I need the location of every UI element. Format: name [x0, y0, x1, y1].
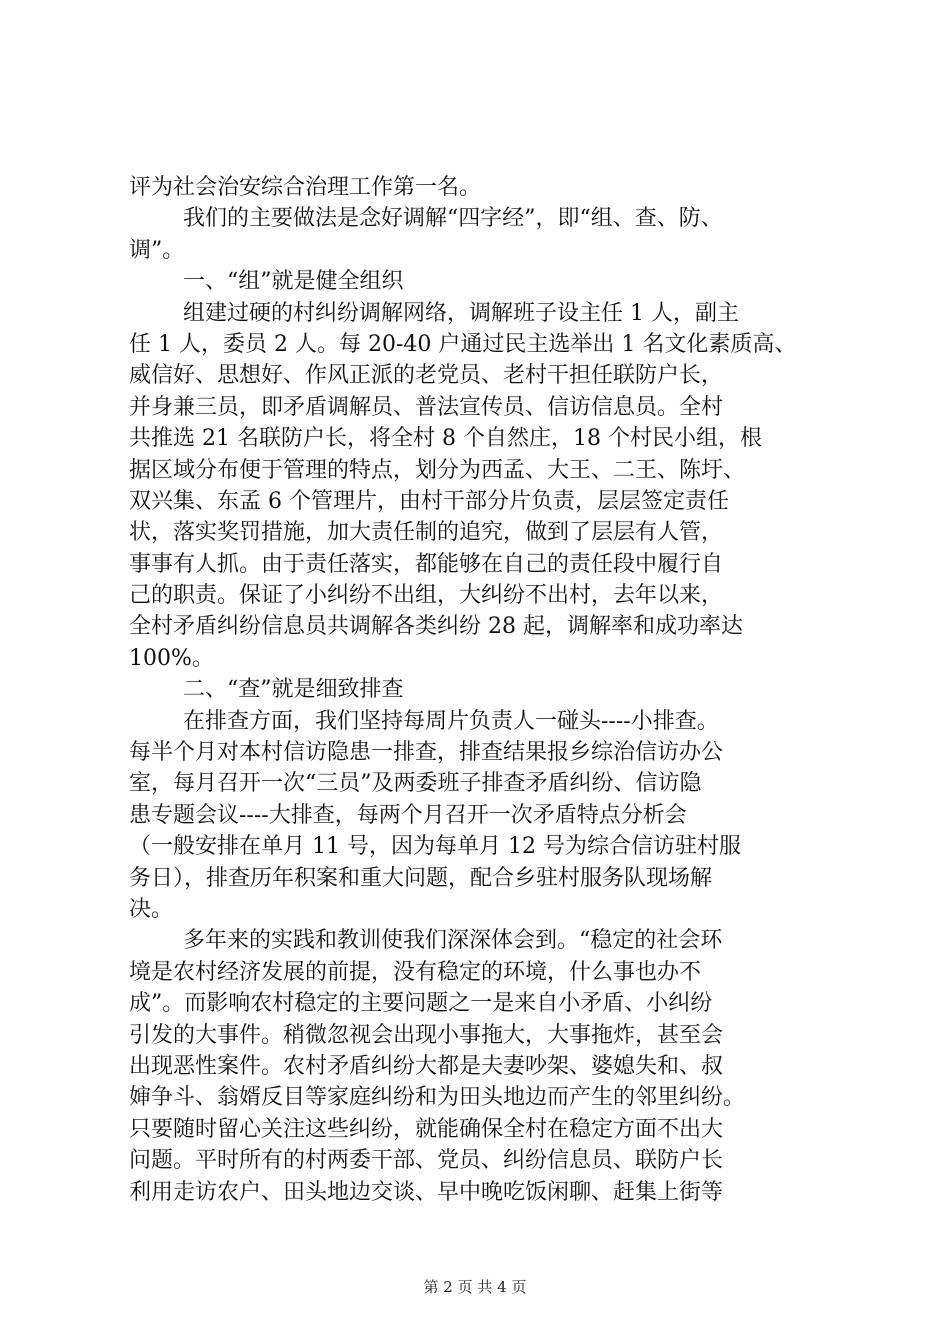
text-line: 据区域分布便于管理的特点，划分为西孟、大王、二王、陈圩、: [129, 457, 746, 483]
text-line: 共推选 21 名联防户长，将全村 8 个自然庄，18 个村民小组，根: [129, 426, 762, 452]
text-line: 己的职责。保证了小纠纷不出组，大纠纷不出村，去年以来，: [129, 583, 724, 609]
text-line: 室，每月召开一次“三员”及两委班子排查矛盾纠纷、信访隐: [129, 771, 702, 797]
text-line: 成”。而影响农村稳定的主要问题之一是来自小矛盾、小纠纷: [129, 991, 713, 1017]
text-line: 全村矛盾纠纷信息员共调解各类纠纷 28 起，调解率和成功率达: [129, 614, 743, 640]
text-line: 利用走访农户、田头地边交谈、早中晚吃饭闲聊、赶集上街等: [129, 1179, 724, 1205]
text-line: 调”。: [129, 237, 185, 263]
text-line: 务日），排查历年积案和重大问题，配合乡驻村服务队现场解: [129, 865, 713, 891]
text-line: （一般安排在单月 11 号，因为每单月 12 号为综合信访驻村服: [129, 834, 741, 860]
text-line: 评为社会治安综合治理工作第一名。: [129, 175, 482, 200]
text-line: 境是农村经济发展的前提，没有稳定的环境，什么事也办不: [129, 959, 702, 985]
text-line: 我们的主要做法是念好调解“四字经”，即“组、查、防、: [183, 206, 723, 232]
text-line: 只要随时留心关注这些纠纷，就能确保全村在稳定方面不出大: [129, 1116, 724, 1142]
document-body: [129, 172, 829, 1208]
text-line: 多年来的实践和教训使我们深深体会到。“稳定的社会环: [183, 928, 723, 954]
text-line: 每半个月对本村信访隐患一排查，排查结果报乡综治信访办公: [129, 740, 724, 766]
text-line: 问题。平时所有的村两委干部、党员、纠纷信息员、联防户长: [129, 1148, 724, 1174]
text-line: 状，落实奖罚措施，加大责任制的追究，做到了层层有人管，: [129, 520, 724, 546]
text-line: 任 1 人，委员 2 人。每 20-40 户通过民主选举出 1 名文化素质高、: [129, 331, 797, 357]
text-line: 双兴集、东孟 6 个管理片，由村干部分片负责，层层签定责任: [129, 488, 729, 514]
text-line: 婶争斗、翁婿反目等家庭纠纷和为田头地边而产生的邻里纠纷。: [129, 1085, 746, 1111]
text-line: 决。: [129, 896, 174, 922]
page-footer: 第 2 页 共 4 页: [423, 1278, 527, 1296]
text-line: 并身兼三员，即矛盾调解员、普法宣传员、信访信息员。全村: [129, 394, 724, 420]
text-line: 二、“查”就是细致排查: [183, 677, 404, 703]
text-line: 引发的大事件。稍微忽视会出现小事拖大，大事拖炸，甚至会: [129, 1022, 724, 1048]
text-line: 患专题会议----大排查，每两个月召开一次矛盾特点分析会: [129, 802, 687, 828]
text-line: 事事有人抓。由于责任落实，都能够在自己的责任段中履行自: [129, 551, 724, 577]
text-line: 出现恶性案件。农村矛盾纠纷大都是夫妻吵架、婆媳失和、叔: [129, 1053, 724, 1079]
text-line: 一、“组”就是健全组织: [183, 269, 404, 295]
text-line: 组建过硬的村纠纷调解网络，调解班子设主任 1 人，副主: [183, 300, 739, 326]
text-line: 在排查方面，我们坚持每周片负责人一碰头----小排查。: [183, 708, 719, 734]
text-line: 100%。: [129, 645, 214, 671]
text-line: 威信好、思想好、作风正派的老党员、老村干担任联防户长，: [129, 363, 724, 389]
